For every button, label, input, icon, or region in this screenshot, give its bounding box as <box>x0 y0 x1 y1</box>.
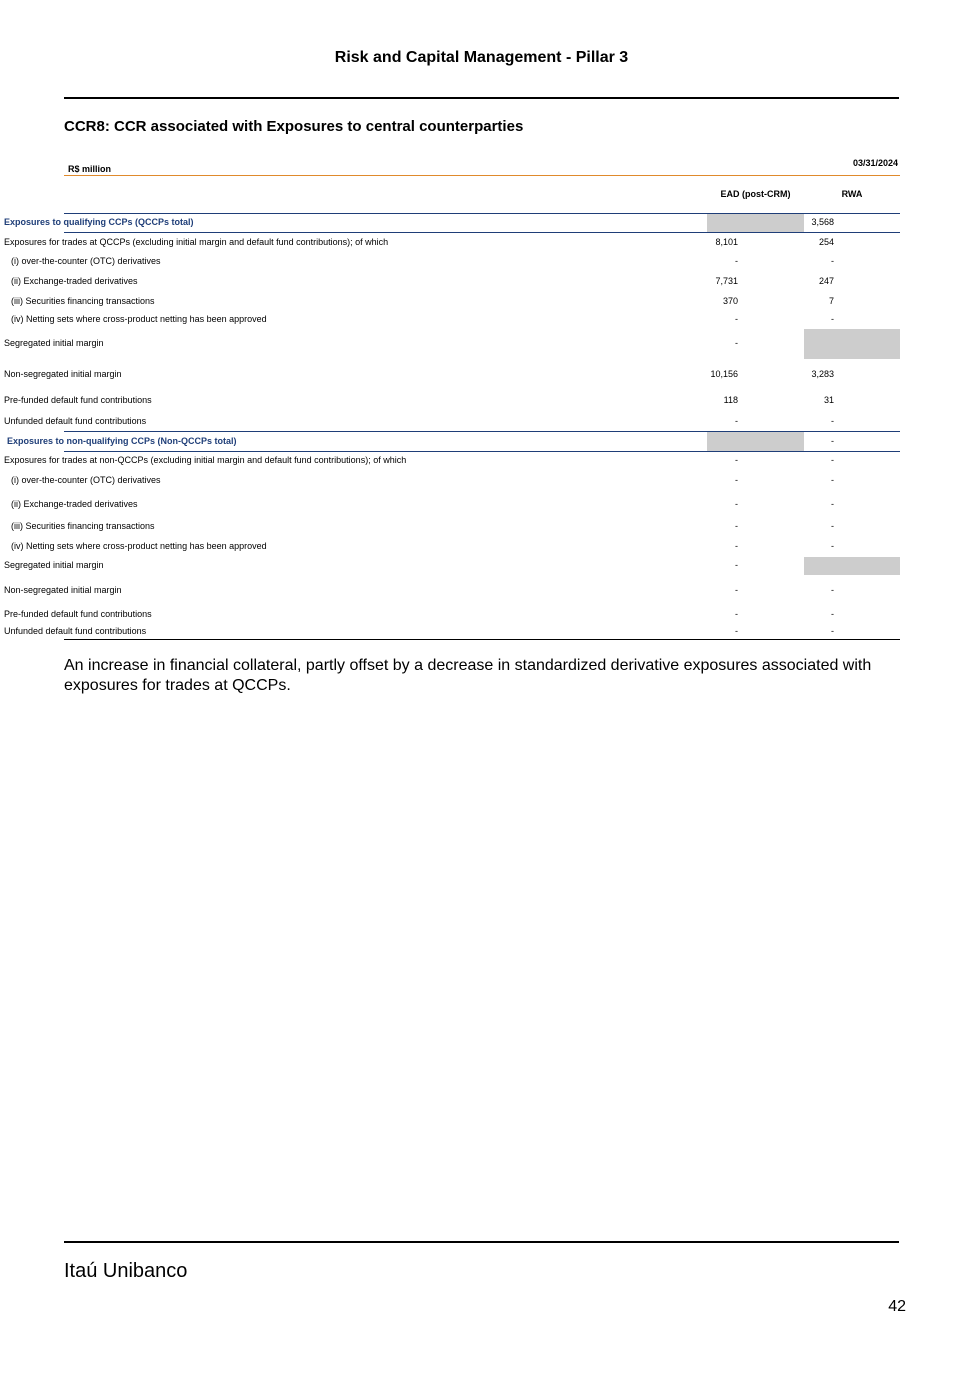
rwa-value: - <box>831 455 834 465</box>
row-label: Pre-funded default fund contributions <box>4 395 152 405</box>
unit-label: R$ million <box>68 164 112 174</box>
ead-value: - <box>735 416 738 426</box>
row-label: Non-segregated initial margin <box>4 369 122 379</box>
rwa-value: 254 <box>818 237 834 247</box>
table-title: CCR8: CCR associated with Exposures to central counterparties <box>64 118 524 135</box>
row-label: Non-segregated initial margin <box>4 585 122 595</box>
rwa-value: - <box>831 585 834 595</box>
ead-value: - <box>735 314 738 324</box>
ead-value: 370 <box>722 296 738 306</box>
row-label: Segregated initial margin <box>4 338 104 348</box>
row-label: Unfunded default fund contributions <box>4 416 147 426</box>
row-label: Exposures to non-qualifying CCPs (Non-QCCPs total) <box>7 436 237 446</box>
rwa-value: - <box>831 475 834 485</box>
ead-value: 118 <box>723 395 738 405</box>
ead-value: 7,731 <box>715 276 738 286</box>
ead-value: - <box>735 338 738 348</box>
rwa-value: - <box>831 499 834 509</box>
column-header-rwa: RWA <box>841 189 863 199</box>
rwa-value: - <box>831 256 834 266</box>
row-label: (iii) Securities financing transactions <box>11 521 155 531</box>
row-label: (ii) Exchange-traded derivatives <box>11 276 138 286</box>
row-label: (ii) Exchange-traded derivatives <box>11 499 138 509</box>
rwa-value: 247 <box>818 276 834 286</box>
ead-value: 8,101 <box>715 237 738 247</box>
footer-rule <box>64 1241 899 1243</box>
row-label: (iv) Netting sets where cross-product netting has been approved <box>11 541 267 551</box>
rwa-value: 3,283 <box>811 369 834 379</box>
ead-value: - <box>735 499 738 509</box>
ead-value: - <box>735 455 738 465</box>
rwa-value: - <box>831 416 834 426</box>
date-label: 03/31/2024 <box>852 158 898 168</box>
row-label: Exposures for trades at QCCPs (excluding initial margin and default fund contributions); of which <box>4 237 389 247</box>
footer-brand: Itaú Unibanco <box>64 1260 188 1282</box>
shaded-cell <box>804 329 900 359</box>
section-rule <box>64 451 900 452</box>
row-label: (i) over-the-counter (OTC) derivatives <box>11 475 161 485</box>
page-header-title: Risk and Capital Management - Pillar 3 <box>334 49 629 66</box>
commentary-paragraph: An increase in financial collateral, partly offset by a decrease in standardized derivative exposures associated with exposures for trades at QCCPs. <box>64 657 872 694</box>
rwa-value: - <box>831 314 834 324</box>
rwa-value: - <box>831 609 834 619</box>
section-rule <box>64 232 900 233</box>
section-rule <box>64 213 900 214</box>
ead-value: 10,156 <box>710 369 738 379</box>
row-label: Unfunded default fund contributions <box>4 626 147 636</box>
row-label: (iv) Netting sets where cross-product netting has been approved <box>11 314 267 324</box>
ead-value: - <box>735 256 738 266</box>
table-bottom-rule <box>64 639 900 640</box>
row-label: Segregated initial margin <box>4 560 104 570</box>
rwa-value: 31 <box>823 395 834 405</box>
header-rule <box>64 97 899 99</box>
column-header-ead: EAD (post-CRM) <box>720 189 791 199</box>
rwa-value: - <box>831 541 834 551</box>
row-label: (iii) Securities financing transactions <box>11 296 155 306</box>
rwa-value: - <box>831 626 834 636</box>
ead-value: - <box>735 541 738 551</box>
ead-value: - <box>735 475 738 485</box>
rwa-value: 3,568 <box>811 217 834 227</box>
row-label: Exposures for trades at non-QCCPs (excluding initial margin and default fund contributions); of which <box>4 455 407 465</box>
row-label: (i) over-the-counter (OTC) derivatives <box>11 256 161 266</box>
ead-value: - <box>735 560 738 570</box>
rwa-value: - <box>831 436 834 446</box>
section-rule <box>64 431 900 432</box>
table-header-rule <box>64 175 900 176</box>
rwa-value: 7 <box>828 296 834 306</box>
ead-value: - <box>735 521 738 531</box>
ead-value: - <box>735 585 738 595</box>
shaded-cell <box>804 557 900 575</box>
row-label: Pre-funded default fund contributions <box>4 609 152 619</box>
page-number: 42 <box>888 1298 906 1315</box>
row-label: Exposures to qualifying CCPs (QCCPs total) <box>4 217 194 227</box>
ead-value: - <box>735 626 738 636</box>
rwa-value: - <box>831 521 834 531</box>
ead-value: - <box>735 609 738 619</box>
